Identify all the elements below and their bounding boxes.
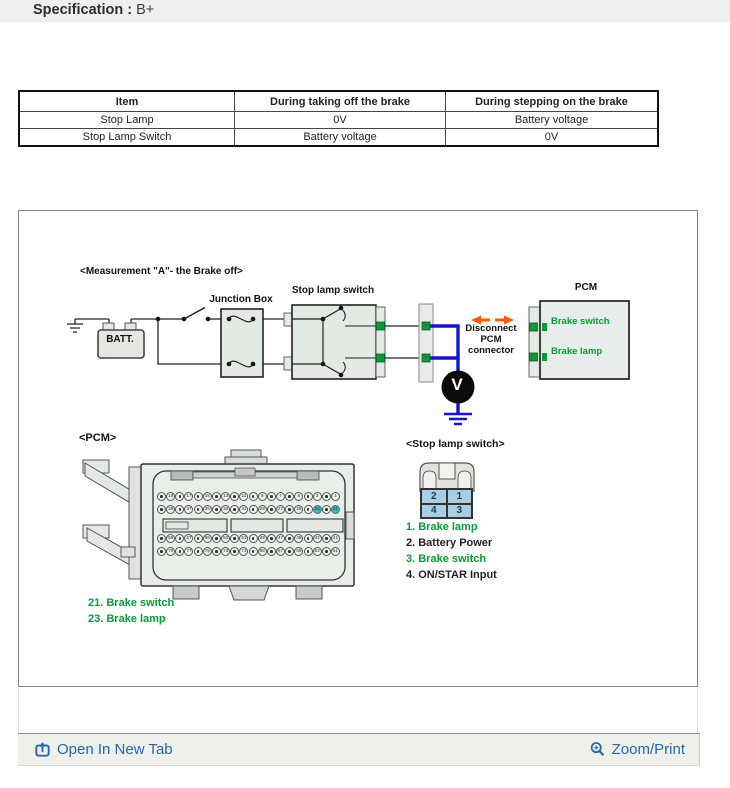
open-in-new-tab-label: Open In New Tab: [57, 741, 173, 758]
pcm-pin-80: [157, 547, 166, 556]
voltmeter-v-label: V: [451, 375, 463, 394]
stop-lamp-switch-icon: [284, 305, 385, 379]
sls-legend-4: 4. ON/STAR Input: [406, 569, 497, 581]
pcm-pin-25: 25: [294, 505, 303, 514]
pcm-connector-label: <PCM>: [79, 432, 117, 444]
col-header-off-brake: During taking off the brake: [235, 91, 446, 112]
sls-legend-3: 3. Brake switch: [406, 553, 487, 565]
pcm-pin-18: [175, 492, 184, 501]
pcm-pin-row-3: [157, 534, 340, 543]
pcm-pin-23: 23: [313, 505, 322, 514]
pcm-pin-24: [304, 505, 313, 514]
pcm-pin-35: 35: [203, 505, 212, 514]
pcm-pin-52: [230, 534, 239, 543]
pcm-pin-31: 31: [239, 505, 248, 514]
cell-off-1: 0V: [235, 112, 446, 129]
pcm-pin-19: 19: [166, 492, 175, 501]
cell-off-2: Battery voltage: [235, 129, 446, 147]
pcm-label: PCM: [574, 282, 598, 293]
disconnect-pcm-text: [454, 323, 528, 356]
sls-pin-2: 2: [421, 489, 447, 504]
pcm-pin-58: [175, 534, 184, 543]
pcm-pin-brake-lamp-label: Brake lamp: [551, 346, 603, 357]
pcm-pin-71: 71: [239, 547, 248, 556]
pcm-pin-38: [175, 505, 184, 514]
spec-value: B+: [136, 2, 155, 18]
open-in-new-tab-link[interactable]: [34, 741, 173, 758]
sls-pin-grid: [420, 488, 473, 519]
spec-table: [18, 90, 659, 147]
pcm-pin-76: [194, 547, 203, 556]
pcm-pin-14: [212, 492, 221, 501]
sls-legend-1: 1. Brake lamp: [406, 521, 478, 533]
pcm-legend-23: 23. Brake lamp: [88, 613, 166, 625]
pcm-pin-1: 1: [331, 492, 340, 501]
pcm-pin-53: 53: [221, 534, 230, 543]
pcm-connector-drawing: [83, 450, 354, 600]
sls-pin-4: 4: [421, 504, 447, 519]
pcm-legend-21: 21. Brake switch: [88, 597, 175, 609]
pcm-pin-67: 67: [276, 547, 285, 556]
spec-label: Specification :: [33, 2, 133, 18]
pcm-pin-59: 59: [166, 534, 175, 543]
pcm-pin-37: 37: [184, 505, 193, 514]
pcm-pin-15: 15: [203, 492, 212, 501]
junction-box-icon: [221, 309, 263, 377]
battery-label: BATT.: [106, 334, 134, 345]
table-header-row: [19, 91, 658, 112]
junction-box-label: Junction Box: [209, 294, 273, 305]
sls-connector-drawing: [420, 463, 474, 491]
pcm-pin-42: [322, 534, 331, 543]
pcm-pin-4: [304, 492, 313, 501]
open-in-new-tab-icon: [34, 741, 51, 758]
sls-connector-label: <Stop lamp switch>: [406, 438, 505, 450]
pcm-pin-40: [157, 505, 166, 514]
pcm-pin-74: [212, 547, 221, 556]
col-header-on-brake: During stepping on the brake: [446, 91, 659, 112]
zoom-print-link[interactable]: [589, 741, 685, 758]
pcm-pin-79: 79: [166, 547, 175, 556]
pcm-pin-11: 11: [239, 492, 248, 501]
pcm-box-icon: [529, 301, 629, 379]
footer-bar: [18, 733, 700, 766]
measurement-label: <Measurement "A"- the Brake off>: [80, 266, 243, 277]
col-header-item: Item: [19, 91, 235, 112]
pcm-pin-49: 49: [258, 534, 267, 543]
disconnect-line-1: Disconnect: [465, 323, 517, 334]
ground-icon: [67, 319, 83, 332]
pcm-pin-28: [267, 505, 276, 514]
cell-on-2: 0V: [446, 129, 659, 147]
pcm-pin-17: 17: [184, 492, 193, 501]
pcm-pin-12: [230, 492, 239, 501]
pcm-pin-row-2: [157, 505, 340, 514]
card-gap: [18, 687, 698, 733]
pcm-pin-32: [230, 505, 239, 514]
pcm-pin-47: 47: [276, 534, 285, 543]
pcm-pin-65: 65: [294, 547, 303, 556]
pcm-pin-66: [285, 547, 294, 556]
pcm-pin-27: 27: [276, 505, 285, 514]
pcm-pin-50: [249, 534, 258, 543]
cell-item-1: Stop Lamp: [19, 112, 235, 129]
page-title: [33, 2, 154, 18]
pcm-pin-39: 39: [166, 505, 175, 514]
pcm-pin-43: 43: [313, 534, 322, 543]
pcm-pin-3: 3: [313, 492, 322, 501]
pcm-pin-54: [212, 534, 221, 543]
pcm-pin-30: [249, 505, 258, 514]
pcm-pin-10: [249, 492, 258, 501]
pcm-pin-69: 69: [258, 547, 267, 556]
pcm-pin-51: 51: [239, 534, 248, 543]
pcm-pin-48: [267, 534, 276, 543]
table-row: [19, 112, 658, 129]
disconnect-line-2: PCM: [480, 334, 502, 345]
pcm-pin-6: [285, 492, 294, 501]
disconnect-line-3: connector: [468, 345, 514, 356]
pcm-pin-60: [157, 534, 166, 543]
pcm-pin-64: [304, 547, 313, 556]
pcm-pin-44: [304, 534, 313, 543]
pcm-pin-33: 33: [221, 505, 230, 514]
pcm-pin-73: 73: [221, 547, 230, 556]
pcm-pin-2: [322, 492, 331, 501]
stop-lamp-switch-label: Stop lamp switch: [291, 285, 375, 296]
sls-legend-2: 2. Battery Power: [406, 537, 493, 549]
sls-pin-3: 3: [447, 504, 473, 519]
pcm-pin-41: 41: [331, 534, 340, 543]
pcm-pin-57: 57: [184, 534, 193, 543]
cell-on-1: Battery voltage: [446, 112, 659, 129]
pcm-pin-34: [212, 505, 221, 514]
pcm-pin-75: 75: [203, 547, 212, 556]
pcm-pin-9: 9: [258, 492, 267, 501]
pcm-pin-78: [175, 547, 184, 556]
pcm-pin-brake-switch-label: Brake switch: [551, 316, 610, 327]
harness-connector-icon: [419, 304, 433, 382]
pcm-pin-45: 45: [294, 534, 303, 543]
pcm-pin-22: [322, 505, 331, 514]
pcm-pin-21: 21: [331, 505, 340, 514]
pcm-pin-36: [194, 505, 203, 514]
pcm-pin-63: 63: [313, 547, 322, 556]
pcm-pin-26: [285, 505, 294, 514]
pcm-pin-5: 5: [294, 492, 303, 501]
pcm-pin-20: [157, 492, 166, 501]
pcm-pin-62: [322, 547, 331, 556]
pcm-pin-72: [230, 547, 239, 556]
voltmeter-ground-icon: [444, 414, 472, 424]
pcm-pin-16: [194, 492, 203, 501]
pcm-pin-56: [194, 534, 203, 543]
pcm-pin-55: 55: [203, 534, 212, 543]
pcm-pin-7: 7: [276, 492, 285, 501]
pcm-pin-13: 13: [221, 492, 230, 501]
pcm-pin-29: 29: [258, 505, 267, 514]
pcm-pin-68: [267, 547, 276, 556]
zoom-print-label: Zoom/Print: [611, 741, 685, 758]
pcm-pin-row-1: [157, 492, 340, 501]
zoom-print-icon: [589, 741, 606, 758]
cell-item-2: Stop Lamp Switch: [19, 129, 235, 147]
pcm-pin-8: [267, 492, 276, 501]
sls-pin-1: 1: [447, 489, 473, 504]
pcm-pin-row-4: [157, 547, 340, 556]
pcm-pin-61: 61: [331, 547, 340, 556]
pcm-pin-70: [249, 547, 258, 556]
table-row: [19, 129, 658, 147]
pcm-pin-46: [285, 534, 294, 543]
pcm-pin-77: 77: [184, 547, 193, 556]
